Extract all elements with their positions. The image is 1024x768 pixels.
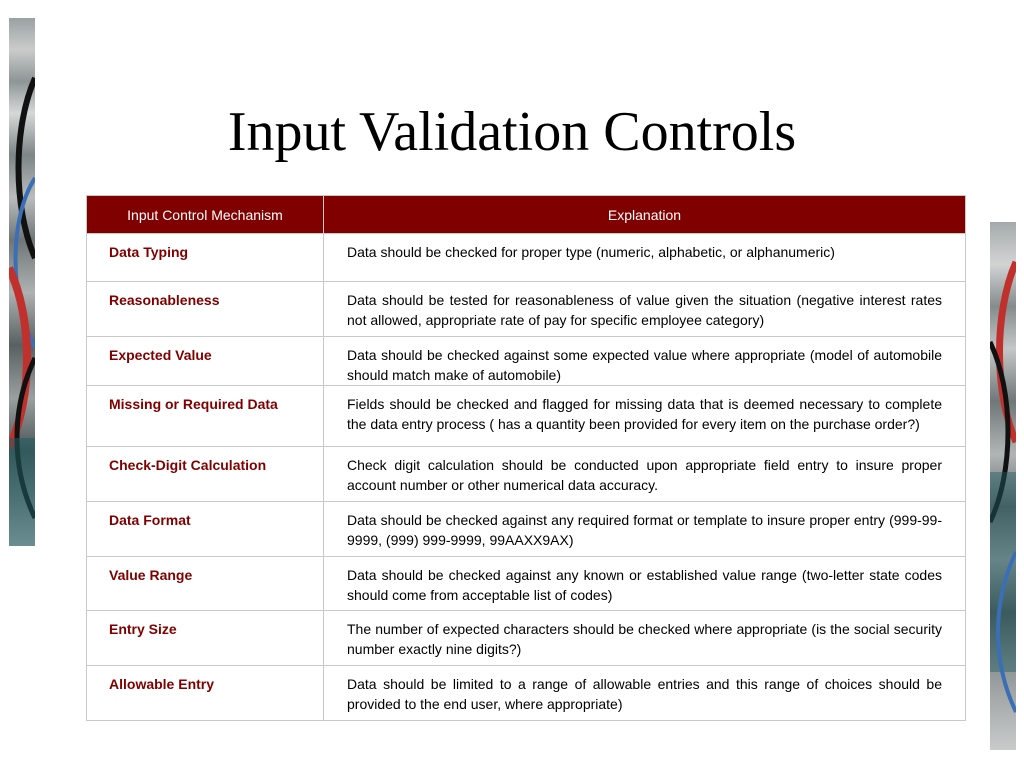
decorative-strip-right xyxy=(990,222,1016,750)
mechanism-cell: Allowable Entry xyxy=(87,666,324,721)
table-row xyxy=(87,502,966,557)
mechanism-cell: Expected Value xyxy=(87,337,324,386)
table-row xyxy=(87,386,966,447)
explanation-cell: Data should be checked for proper type (numeric, alphabetic, or alphanumeric) xyxy=(324,234,966,282)
column-header-explanation: Explanation xyxy=(324,196,966,234)
table-row xyxy=(87,447,966,502)
mechanism-cell: Reasonableness xyxy=(87,282,324,337)
table-row xyxy=(87,282,966,337)
decorative-swirl-right xyxy=(990,222,1016,750)
explanation-cell: The number of expected characters should be checked where appropriate (is the social security number exactly nine digits?) xyxy=(324,611,966,666)
mechanism-cell: Data Format xyxy=(87,502,324,557)
explanation-cell: Data should be checked against any required format or template to insure proper entry (999-99-9999, (999) 999-9999, 99AAXX9AX) xyxy=(324,502,966,557)
table-row xyxy=(87,666,966,721)
table-header-row xyxy=(87,196,966,234)
mechanism-cell: Missing or Required Data xyxy=(87,386,324,447)
decorative-swirl-left xyxy=(9,18,35,546)
table-row xyxy=(87,234,966,282)
page-title: Input Validation Controls xyxy=(227,101,797,163)
column-header-mechanism: Input Control Mechanism xyxy=(87,196,324,234)
table-row xyxy=(87,337,966,386)
explanation-cell: Data should be limited to a range of allowable entries and this range of choices should be provided to the end user, where appropriate) xyxy=(324,666,966,721)
table-row xyxy=(87,611,966,666)
explanation-cell: Check digit calculation should be conducted upon appropriate field entry to insure proper account number or other numerical data accuracy. xyxy=(324,447,966,502)
mechanism-cell: Check-Digit Calculation xyxy=(87,447,324,502)
explanation-cell: Data should be checked against some expected value where appropriate (model of automobile should match make of automobile) xyxy=(324,337,966,386)
explanation-cell: Data should be tested for reasonableness of value given the situation (negative interest rates not allowed, appropriate rate of pay for specific employee category) xyxy=(324,282,966,337)
explanation-cell: Data should be checked against any known or established value range (two-letter state codes should come from acceptable list of codes) xyxy=(324,557,966,611)
explanation-cell: Fields should be checked and flagged for missing data that is deemed necessary to complete the data entry process ( has a quantity been provided for every item on the purchase order?) xyxy=(324,386,966,447)
mechanism-cell: Value Range xyxy=(87,557,324,611)
mechanism-cell: Entry Size xyxy=(87,611,324,666)
input-controls-table xyxy=(86,195,966,721)
mechanism-cell: Data Typing xyxy=(87,234,324,282)
decorative-strip-left xyxy=(9,18,35,546)
table-row xyxy=(87,557,966,611)
